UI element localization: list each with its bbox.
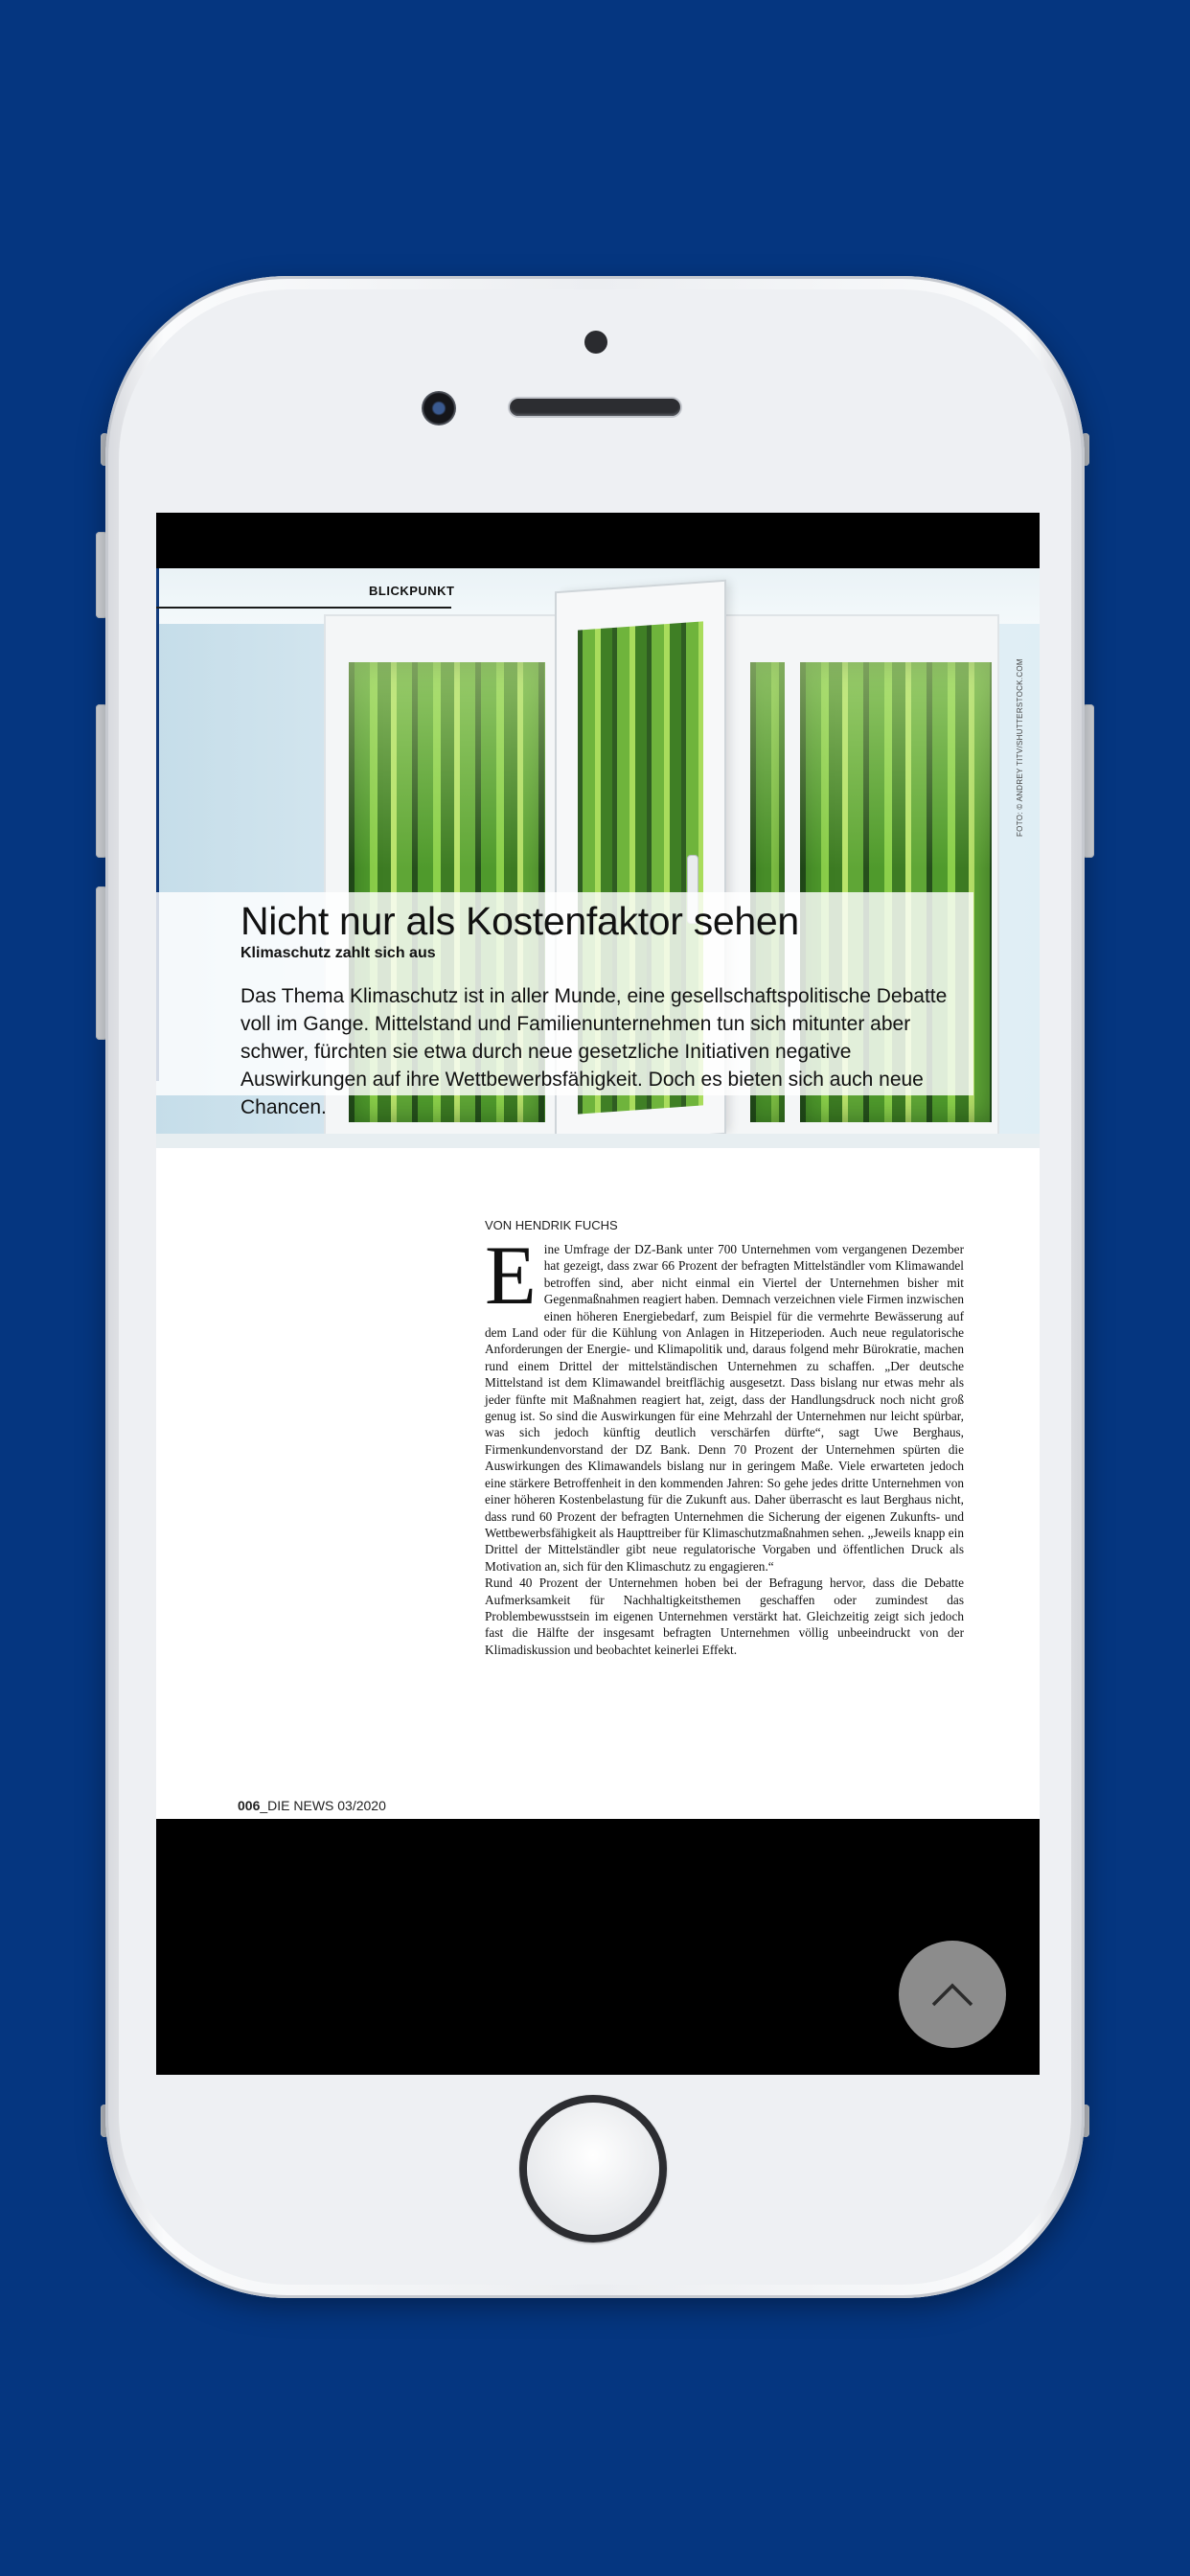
magazine-page[interactable] <box>156 568 1040 1819</box>
hero-image <box>156 568 1040 1148</box>
byline: VON HENDRIK FUCHS <box>485 1218 618 1232</box>
photo-credit: FOTO: © ANDREY TITV/SHUTTERSTOCK.COM <box>1016 658 1024 837</box>
drop-cap: E <box>485 1230 537 1322</box>
chevron-up-icon <box>930 1980 974 2009</box>
phone-screen <box>156 513 1040 2075</box>
proximity-sensor <box>584 331 607 354</box>
earpiece-speaker <box>510 399 680 416</box>
front-camera-icon <box>422 391 456 426</box>
window-sill <box>156 1134 1040 1148</box>
article-body <box>485 1230 964 1658</box>
lead-paragraph: Das Thema Klimaschutz ist in aller Munde, eine gesellschaftspolitische Debatte voll im Gange. Mittelstand und Familienunternehmen tun sich mitunter aber schwer, fürchten sie etwa durch neue gesetzliche Initiativen negative Auswirkungen auf ihre Wettbewerbsfähigkeit. Doch es bieten sich auch neue Chancen. <box>240 985 948 1118</box>
subheadline: Klimaschutz zahlt sich aus <box>240 945 436 961</box>
scroll-to-top-button[interactable] <box>899 1941 1006 2048</box>
home-button[interactable] <box>519 2095 667 2242</box>
page-number: 006 <box>238 1798 261 1813</box>
page-folio <box>238 1798 386 1813</box>
issue-label: _DIE NEWS 03/2020 <box>260 1798 386 1813</box>
section-rule <box>156 607 451 609</box>
article-paragraph: Rund 40 Prozent der Unternehmen hoben bei der Befragung hervor, dass die Debatte Aufmerksamkeit für Nachhaltigkeitsthemen geschaffen oder zumindest das Problembewusstsein im eigenen Unternehmen verstärkt hat. Gleichzeitig zeigt sich jedoch fast die Hälfte der insgesamt befragten Unternehmen völlig unbeeindruckt von der Klimadiskussion und beobachtet keinerlei Effekt. <box>485 1576 964 1657</box>
section-label: BLICKPUNKT <box>369 584 455 598</box>
article-paragraph: ine Umfrage der DZ-Bank unter 700 Unternehmen vom vergangenen Dezember hat gezeigt, dass zwar 66 Prozent der befragten Mittelständler vom Klimawandel betroffen sind, aber nicht einmal ein Viertel der Unternehmen bisher mit Gegenmaßnahmen reagiert haben. Demnach verzeichnen viele Firmen inzwischen einen höheren Energiebedarf, zum Beispiel für die vermehrte Bewässerung auf dem Land oder für die Kühlung von Anlagen in Hitzeperioden. Auch neue regulatorische Anforderungen der Energie- und Klimapolitik und, daraus folgend mehr Bürokratie, machen rund einem Drittel der mittelständischen Unternehmen zu schaffen. „Der deutsche Mittelstand ist dem Klimawandel breitflächig ausgesetzt. Dass bislang nur etwas mehr als jeder fünfte mit Maßnahmen reagiert hat, zeigt, dass der Handlungsdruck noch nicht groß genug ist. So sind die Auswirkungen für eine Mehrzahl der Unternehmen nur leicht spürbar, was sich jedoch künftig deutlich verschärfen dürfte“, sagt Uwe Berghaus, Firmenkundenvorstand der DZ Bank. Denn 70 Prozent der Unternehmen spürten die Auswirkungen des Klimawandels bislang nur in geringem Maße. Viele erwarteten jedoch eine stärkere Betroffenheit in den kommenden Jahren: So gehe jedes dritte Unternehmen von einer höheren Kostenbelastung für die Zukunft aus. Daher überrascht es laut Berghaus nicht, dass rund 60 Prozent der befragten Unternehmen die Sicherung der eigenen Zukunfts- und Wettbewerbsfähigkeit als Haupttreiber für Klimaschutzmaßnahmen sehen. „Jeweils knapp ein Drittel der Mittelständler gibt neue regulatorische Vorgaben und öffentlichen Druck als Motivation an, sich für den Klimaschutz zu engagieren.“ <box>485 1242 964 1574</box>
headline: Nicht nur als Kostenfaktor sehen <box>240 899 799 943</box>
